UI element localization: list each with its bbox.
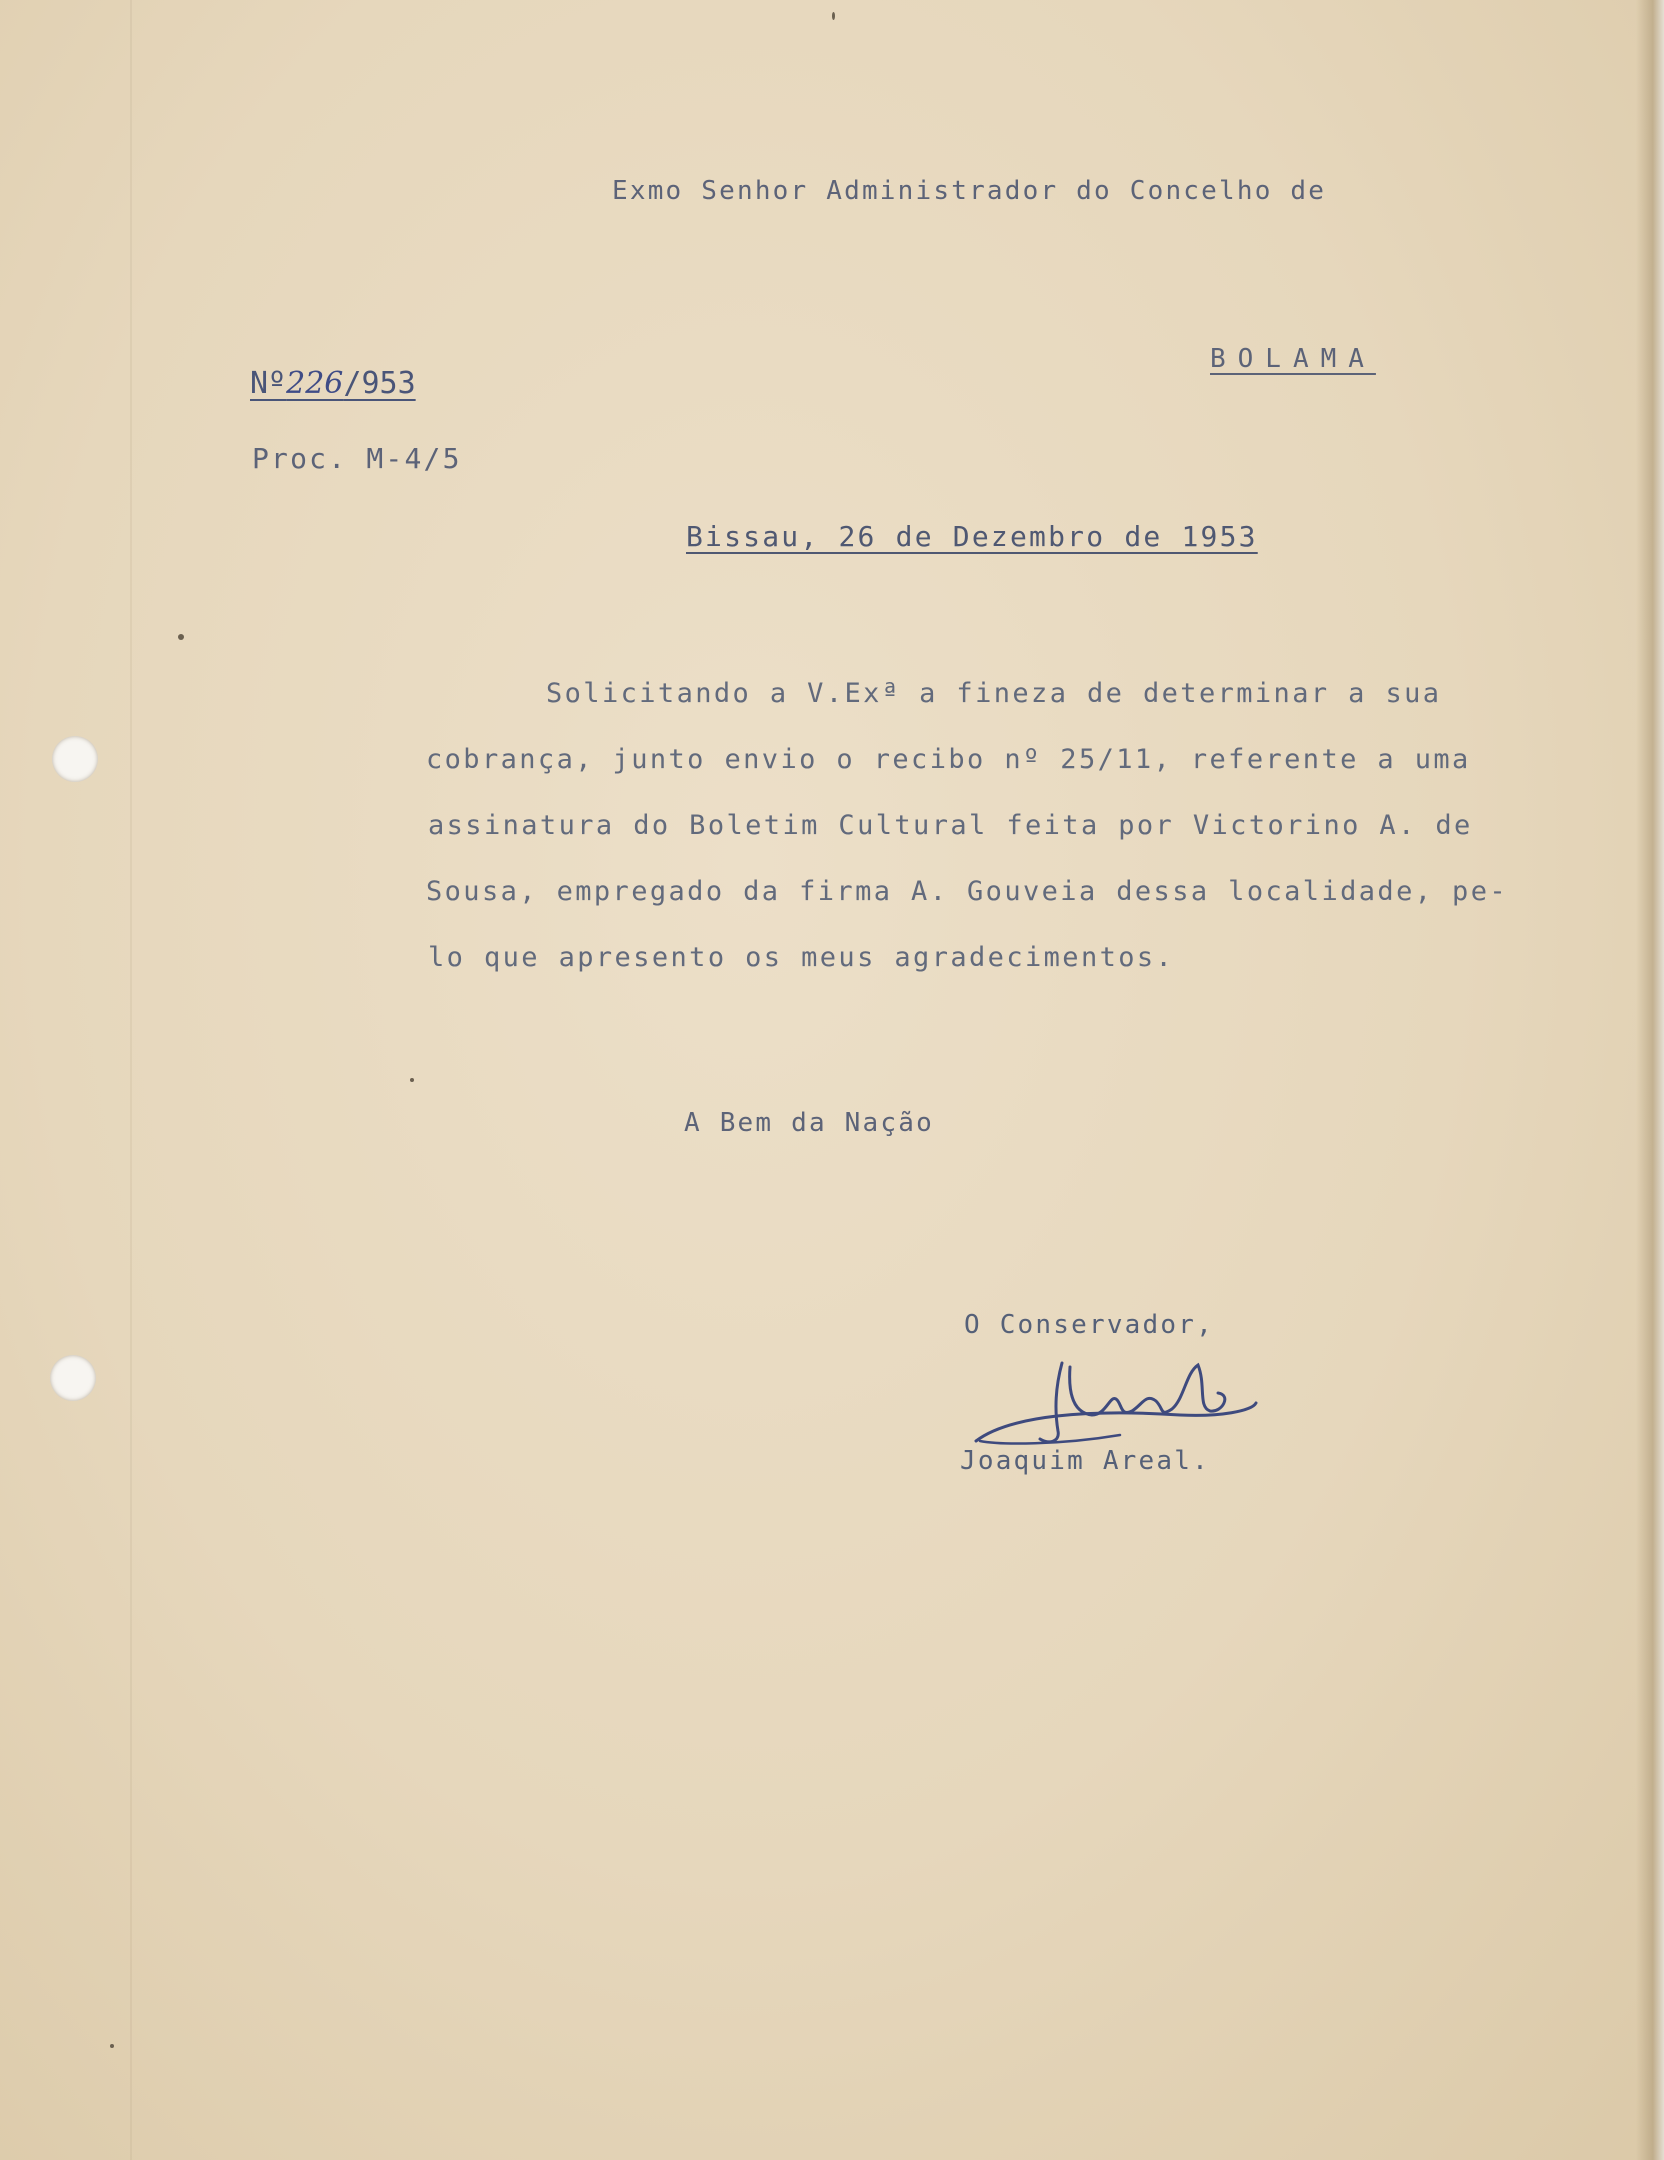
addressee-line: Exmo Senhor Administrador do Concelho de [612, 176, 1327, 206]
body-line: assinatura do Boletim Cultural feita por Victorino A. de [428, 810, 1473, 841]
signer-title: O Conservador, [964, 1310, 1214, 1340]
reference-number [250, 366, 416, 401]
signer-name: Joaquim Areal. [960, 1446, 1210, 1476]
date-line: Bissau, 26 de Dezembro de 1953 [686, 520, 1258, 553]
reference-year: /953 [343, 366, 416, 401]
reference-prefix: Nº [250, 366, 287, 401]
process-reference: Proc. M-4/5 [252, 442, 462, 475]
ink-speck [178, 634, 184, 640]
punch-hole-top [52, 736, 98, 782]
body-line: Solicitando a V.Exª a fineza de determinar a sua [546, 678, 1442, 709]
body-line: cobrança, junto envio o recibo nº 25/11, referente a uma [426, 744, 1471, 775]
handwritten-signature [970, 1345, 1260, 1455]
body-line: lo que apresento os meus agradecimentos. [428, 942, 1175, 973]
ink-speck [110, 2044, 114, 2048]
body-line: Sousa, empregado da firma A. Gouveia dessa localidade, pe- [426, 876, 1509, 907]
paper-crease [130, 0, 132, 2160]
reference-handwritten-number: 226 [286, 366, 344, 401]
closing-salutation: A Bem da Nação [684, 1108, 934, 1138]
page-edge-shadow [1636, 0, 1664, 2160]
ink-speck [410, 1078, 414, 1082]
addressee-place: BOLAMA [1210, 344, 1376, 374]
punch-hole-bottom [50, 1355, 96, 1401]
ink-speck [832, 12, 835, 20]
